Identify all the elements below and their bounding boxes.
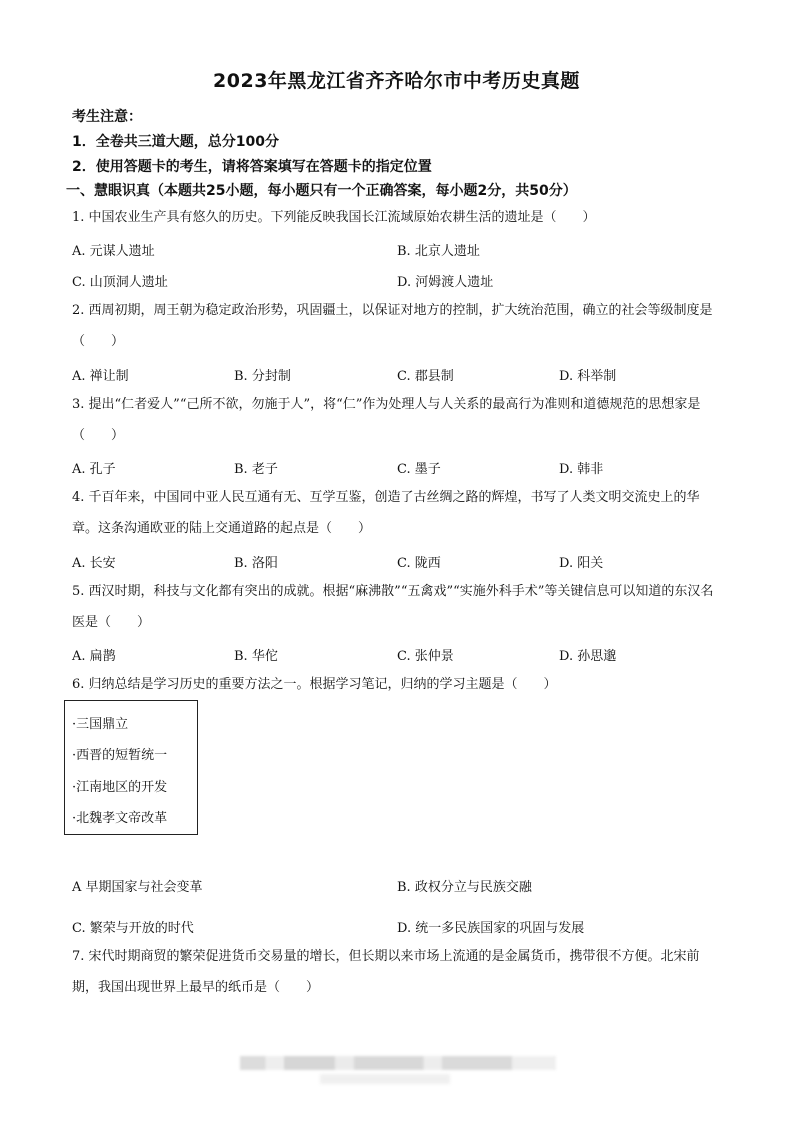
question-5-stem: 5. 西汉时期，科技与文化都有突出的成就。根据“麻沸散”“五禽戏”“实施外科手术”等关键信息可以知道的东汉名医是（ ） bbox=[72, 584, 714, 630]
question-1-stem: 1. 中国农业生产具有悠久的历史。下列能反映我国长江流域原始农耕生活的遗址是（ ） bbox=[72, 210, 596, 225]
question-6-option-b: B. 政权分立与民族交融 bbox=[397, 880, 532, 895]
question-4-stem: 4. 千百年来，中国同中亚人民互通有无、互学互鉴，创造了古丝绸之路的辉煌，书写了人类文明交流史上的华章。这条沟通欧亚的陆上交通道路的起点是（ ） bbox=[72, 490, 700, 536]
question-2-option-d: D. 科举制 bbox=[559, 369, 617, 384]
study-note-item: ·西晋的短暂统一 bbox=[72, 748, 168, 763]
study-note-item: ·三国鼎立 bbox=[72, 717, 129, 732]
question-2-option-a: A. 禅让制 bbox=[72, 369, 129, 384]
notice-item-1: 1．全卷共三道大题，总分100分 bbox=[72, 134, 279, 150]
question-2-option-b: B. 分封制 bbox=[234, 369, 291, 384]
question-7-stem: 7. 宋代时期商贸的繁荣促进货币交易量的增长，但长期以来市场上流通的是金属货币，携带很不方便。北宋前期，我国出现世界上最早的纸币是（ ） bbox=[72, 949, 700, 995]
question-3-option-d: D. 韩非 bbox=[559, 462, 604, 477]
question-5-option-d: D. 孙思邈 bbox=[559, 649, 617, 664]
section-1-heading: 一、慧眼识真（本题共25小题，每小题只有一个正确答案，每小题2分，共50分） bbox=[66, 183, 577, 199]
question-3-option-c: C. 墨子 bbox=[397, 462, 441, 477]
notice-item-2: 2．使用答题卡的考生，请将答案填写在答题卡的指定位置 bbox=[72, 159, 432, 175]
notice-heading: 考生注意： bbox=[72, 109, 142, 125]
question-4-option-a: A. 长安 bbox=[72, 556, 116, 571]
exam-title: 2023年黑龙江省齐齐哈尔市中考历史真题 bbox=[213, 70, 580, 92]
question-2-stem: 2. 西周初期，周王朝为稳定政治形势，巩固疆土，以保证对地方的控制，扩大统治范围，确立的社会等级制度是（ ） bbox=[72, 303, 713, 349]
question-3-option-b: B. 老子 bbox=[234, 462, 278, 477]
question-1-option-c: C. 山顶洞人遗址 bbox=[72, 275, 168, 290]
question-6-option-c: C. 繁荣与开放的时代 bbox=[72, 921, 194, 936]
question-5-option-a: A. 扁鹊 bbox=[72, 649, 116, 664]
question-5-option-c: C. 张仲景 bbox=[397, 649, 454, 664]
question-5-option-b: B. 华佗 bbox=[234, 649, 278, 664]
question-3-option-a: A. 孔子 bbox=[72, 462, 116, 477]
question-1-option-a: A. 元谋人遗址 bbox=[72, 244, 155, 259]
question-3-stem: 3. 提出“仁者爱人”“己所不欲，勿施于人”，将“仁”作为处理人与人关系的最高行为准则和道德规范的思想家是（ ） bbox=[72, 397, 701, 443]
question-4-option-d: D. 阳关 bbox=[559, 556, 604, 571]
blurred-footer-line bbox=[320, 1074, 450, 1084]
question-4-option-c: C. 陇西 bbox=[397, 556, 441, 571]
question-1-option-d: D. 河姆渡人遗址 bbox=[397, 275, 494, 290]
question-4-option-b: B. 洛阳 bbox=[234, 556, 278, 571]
question-6-option-a: A 早期国家与社会变革 bbox=[72, 880, 203, 895]
study-note-item: ·江南地区的开发 bbox=[72, 780, 168, 795]
study-note-item: ·北魏孝文帝改革 bbox=[72, 811, 168, 826]
question-6-option-d: D. 统一多民族国家的巩固与发展 bbox=[397, 921, 585, 936]
question-6-stem: 6. 归纳总结是学习历史的重要方法之一。根据学习笔记，归纳的学习主题是（ ） bbox=[72, 677, 557, 692]
blurred-footer bbox=[240, 1056, 556, 1070]
question-1-option-b: B. 北京人遗址 bbox=[397, 244, 480, 259]
question-2-option-c: C. 郡县制 bbox=[397, 369, 454, 384]
